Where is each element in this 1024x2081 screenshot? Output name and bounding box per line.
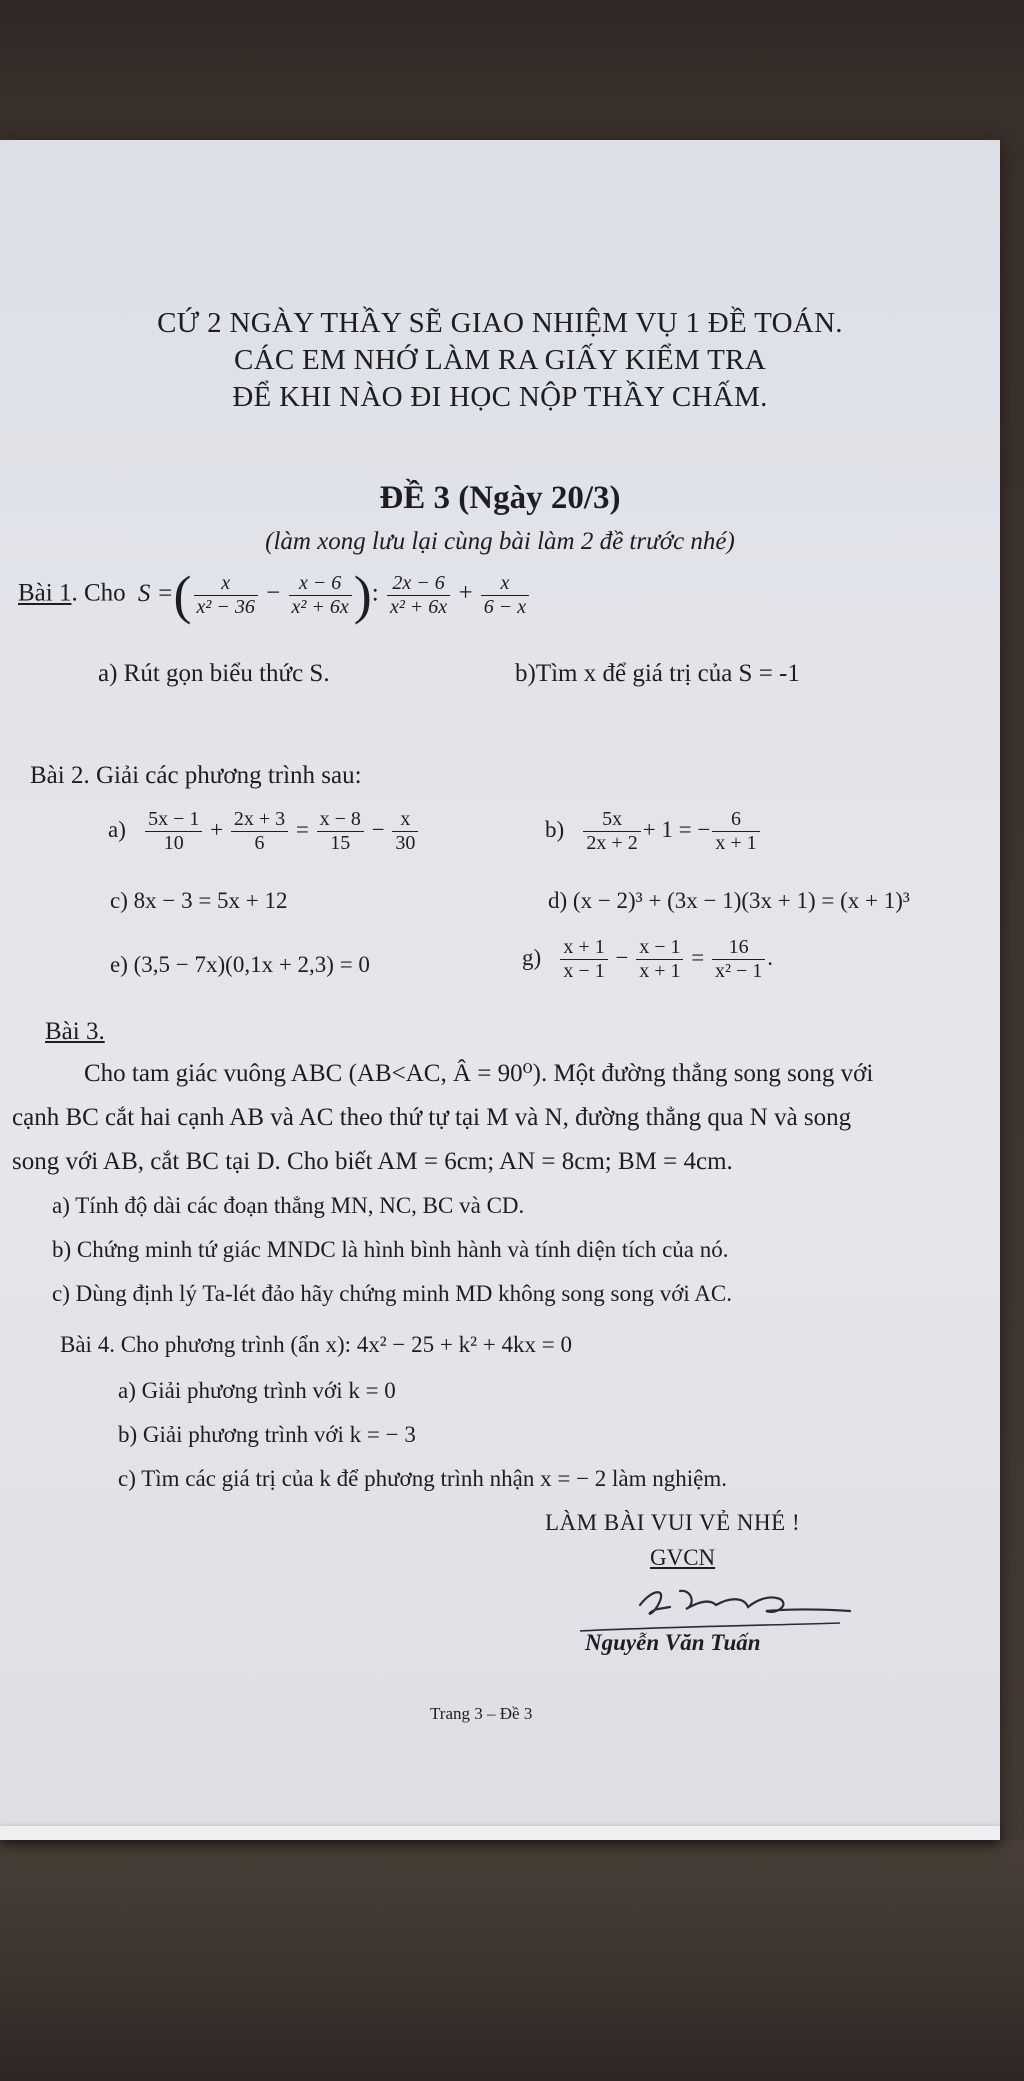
bai2-part-g: g) $\frac{x + 1}{x - 1}$ − $\frac{x - 1}{x + 1}$ = $\frac{16}{\text{x² − 1}}$ . <box>522 936 773 982</box>
bai3-part-c: c) Dùng định lý Ta-lét đảo hãy chứng minh MD không song song với AC. <box>52 1281 732 1306</box>
bai3-para-2: cạnh BC cắt hai cạnh AB và AC theo thứ tự tại M và N, đường thẳng qua N và song <box>12 1104 852 1131</box>
bai2g-frac-2: $\frac{x - 1}{x + 1}$ <box>636 936 683 983</box>
bai1-frac-2: $\frac{x - 6}{\text{x² + 6x}}$ <box>289 572 352 619</box>
bai1-frac-3: $\frac{2x - 6}{\text{x² + 6x}}$ <box>387 572 450 619</box>
bai2g-frac-3: $\frac{16}{\text{x² − 1}}$ <box>712 936 765 983</box>
bai2-part-d: d) (x − 2)³ + (3x − 1)(3x + 1) = (x + 1)³ <box>548 888 910 913</box>
bai4-label: Bài 4. Cho phương trình (ẩn x): 4x² − 25 + k² + 4kx = 0 <box>60 1332 572 1357</box>
bai3-part-a: a) Tính độ dài các đoạn thẳng MN, NC, BC và CD. <box>52 1193 525 1218</box>
bai3-part-b: b) Chứng minh tứ giác MNDC là hình bình hành và tính diện tích của nó. <box>52 1237 729 1262</box>
header-line-3: ĐỂ KHI NÀO ĐI HỌC NỘP THẦY CHẤM. <box>232 381 768 413</box>
bai2a-frac-4: $\frac{x}{30}$ <box>392 808 418 855</box>
teacher-name: Nguyễn Văn Tuấn <box>585 1630 761 1655</box>
exam-title: ĐỀ 3 (Ngày 20/3) <box>379 480 621 516</box>
bai2b-frac-1: $\frac{5x}{2x + 2}$ <box>583 808 640 855</box>
bai2-part-b: b) $\frac{5x}{2x + 2}$ + 1 = − $\frac{6}{x + 1}$ <box>545 808 762 855</box>
paper-sheet <box>0 140 1000 1840</box>
bai1-part-a: a) Rút gọn biểu thức S. <box>98 660 330 687</box>
bai2-part-e: e) (3,5 − 7x)(0,1x + 2,3) = 0 <box>110 952 370 977</box>
header-line-1: CỨ 2 NGÀY THẦY SẼ GIAO NHIỆM VỤ 1 ĐỀ TOÁN. <box>157 307 843 339</box>
closing-gvcn: GVCN <box>650 1545 716 1570</box>
bai2a-frac-1: $\frac{5x - 1}{10}$ <box>145 808 202 855</box>
paren-close: ) <box>353 565 372 625</box>
bai1-frac-1: $\frac{x}{\text{x² − 36}}$ <box>194 572 258 619</box>
closing-text: LÀM BÀI VUI VẺ NHÉ ! <box>545 1510 801 1535</box>
bai2-label: Bài 2. Giải các phương trình sau: <box>30 762 362 789</box>
bai3-label: Bài 3. <box>45 1018 105 1045</box>
signature <box>580 1575 880 1635</box>
header-line-2: CÁC EM NHỚ LÀM RA GIẤY KIỂM TRA <box>233 344 767 376</box>
bai4-part-c: c) Tìm các giá trị của k để phương trình nhận x = − 2 làm nghiệm. <box>118 1466 728 1491</box>
bai2g-frac-1: $\frac{x + 1}{x - 1}$ <box>560 936 607 983</box>
bai1-part-b: b)Tìm x để giá trị của S = -1 <box>515 660 800 687</box>
bai2b-frac-2: $\frac{6}{x + 1}$ <box>712 808 759 855</box>
bai1-statement: Bài 1. Cho S =( $\frac{x}{\text{x² − 36}}$ − $\frac{x - 6}{\text{x² + 6x}}$ ): $\frac{2x - 6}{\text{x² + 6x}}$ + $\frac{x}{6 - x}$ <box>18 568 531 622</box>
bai3-para-3: song với AB, cắt BC tại D. Cho biết AM = 6cm; AN = 8cm; BM = 4cm. <box>12 1148 733 1175</box>
bai2-part-a: a) $\frac{5x - 1}{10}$ + $\frac{2x + 3}{6}$ = $\frac{x - 8}{15}$ − $\frac{x}{30}$ <box>108 808 420 855</box>
bai1-S: S = <box>137 579 174 607</box>
bai1-intro: . Cho <box>71 579 126 607</box>
bai1-label: Bài 1 <box>18 579 72 607</box>
page-footer: Trang 3 – Đề 3 <box>430 1704 533 1723</box>
paren-open: ( <box>173 565 192 625</box>
bai4-part-a: a) Giải phương trình với k = 0 <box>118 1378 396 1403</box>
exam-subtitle: (làm xong lưu lại cùng bài làm 2 đề trước nhé) <box>265 528 735 555</box>
bai3-para-1: Cho tam giác vuông ABC (AB<AC, Â = 90⁰). Một đường thẳng song song với <box>84 1060 874 1087</box>
paper-bottom-edge <box>0 1826 1000 1840</box>
bai2-part-c: c) 8x − 3 = 5x + 12 <box>110 888 288 913</box>
bai4-part-b: b) Giải phương trình với k = − 3 <box>118 1422 416 1447</box>
bai2a-frac-2: $\frac{2x + 3}{6}$ <box>231 808 288 855</box>
background-bottom <box>0 1840 1024 2081</box>
bai2a-frac-3: $\frac{x - 8}{15}$ <box>317 808 364 855</box>
bai1-frac-4: $\frac{x}{6 - x}$ <box>481 572 529 619</box>
